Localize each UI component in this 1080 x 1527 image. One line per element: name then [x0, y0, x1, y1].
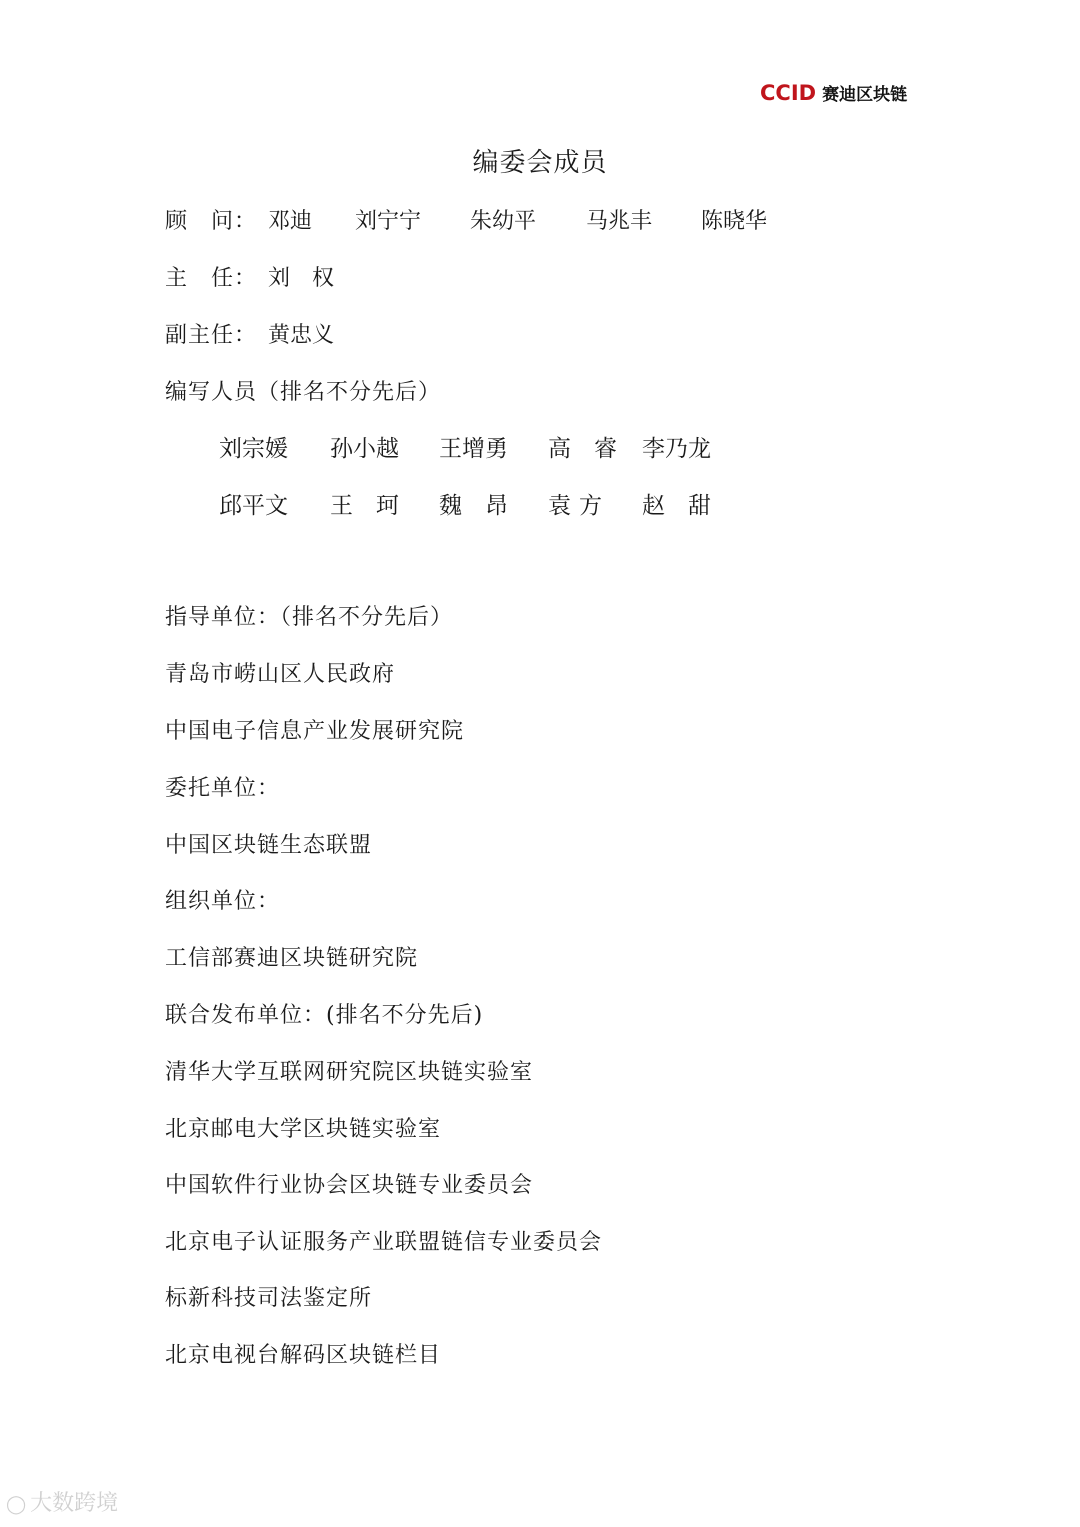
director-name: 刘 权: [268, 266, 335, 291]
writer-name: 袁方: [548, 493, 610, 519]
writer-name: 赵 甜: [642, 493, 711, 519]
advisor-name: 朱幼平: [470, 209, 537, 234]
co-publisher-unit: 北京邮电大学区块链实验室: [165, 1117, 442, 1142]
commission-unit: 中国区块链生态联盟: [165, 833, 373, 858]
advisor-name: 马兆丰: [586, 209, 653, 234]
co-publisher-unit: 标新科技司法鉴定所: [165, 1286, 373, 1311]
writer-name: 李乃龙: [642, 436, 711, 462]
writer-name: 王 珂: [330, 493, 399, 519]
guidance-unit: 青岛市崂山区人民政府: [165, 662, 396, 687]
writer-name: 孙小越: [330, 436, 399, 462]
ccid-logo: [760, 80, 907, 105]
co-publisher-unit: 北京电视台解码区块链栏目: [165, 1343, 442, 1368]
watermark-text: 大数跨境: [30, 1491, 119, 1516]
advisors-label: 顾 问：: [165, 209, 258, 234]
writer-name: 邱平文: [219, 493, 288, 519]
organizer-label: 组织单位：: [165, 889, 281, 914]
deputy-director-name: 黄忠义: [268, 323, 335, 348]
guidance-unit: 中国电子信息产业发展研究院: [165, 719, 465, 744]
co-publisher-unit: 中国软件行业协会区块链专业委员会: [165, 1173, 534, 1198]
co-publisher-unit: 清华大学互联网研究院区块链实验室: [165, 1060, 534, 1085]
watermark: [6, 1486, 118, 1517]
organizer-unit: 工信部赛迪区块链研究院: [165, 946, 419, 971]
writer-name: 高 睿: [548, 436, 617, 462]
writer-name: 魏 昂: [439, 493, 508, 519]
co-publisher-unit: 北京电子认证服务产业联盟链信专业委员会: [165, 1230, 603, 1255]
writers-label: 编写人员（排名不分先后）: [165, 380, 442, 405]
co-publishers-label: 联合发布单位：(排名不分先后): [165, 1003, 484, 1028]
advisor-name: 邓迪: [268, 209, 313, 234]
logo-latin: CCID: [760, 81, 817, 105]
logo-chinese: 赛迪区块链: [822, 85, 908, 105]
director-label: 主 任：: [165, 266, 258, 291]
commission-label: 委托单位：: [165, 776, 281, 801]
page-title: 编委会成员: [472, 148, 608, 178]
deputy-director-label: 副主任：: [165, 323, 258, 348]
advisor-name: 刘宁宁: [355, 209, 422, 234]
watermark-logo-icon: ◯: [6, 1494, 27, 1515]
writer-name: 刘宗媛: [219, 436, 288, 462]
advisor-name: 陈晓华: [701, 209, 768, 234]
writer-name: 王增勇: [439, 436, 508, 462]
guidance-label: 指导单位：（排名不分先后）: [165, 605, 454, 630]
